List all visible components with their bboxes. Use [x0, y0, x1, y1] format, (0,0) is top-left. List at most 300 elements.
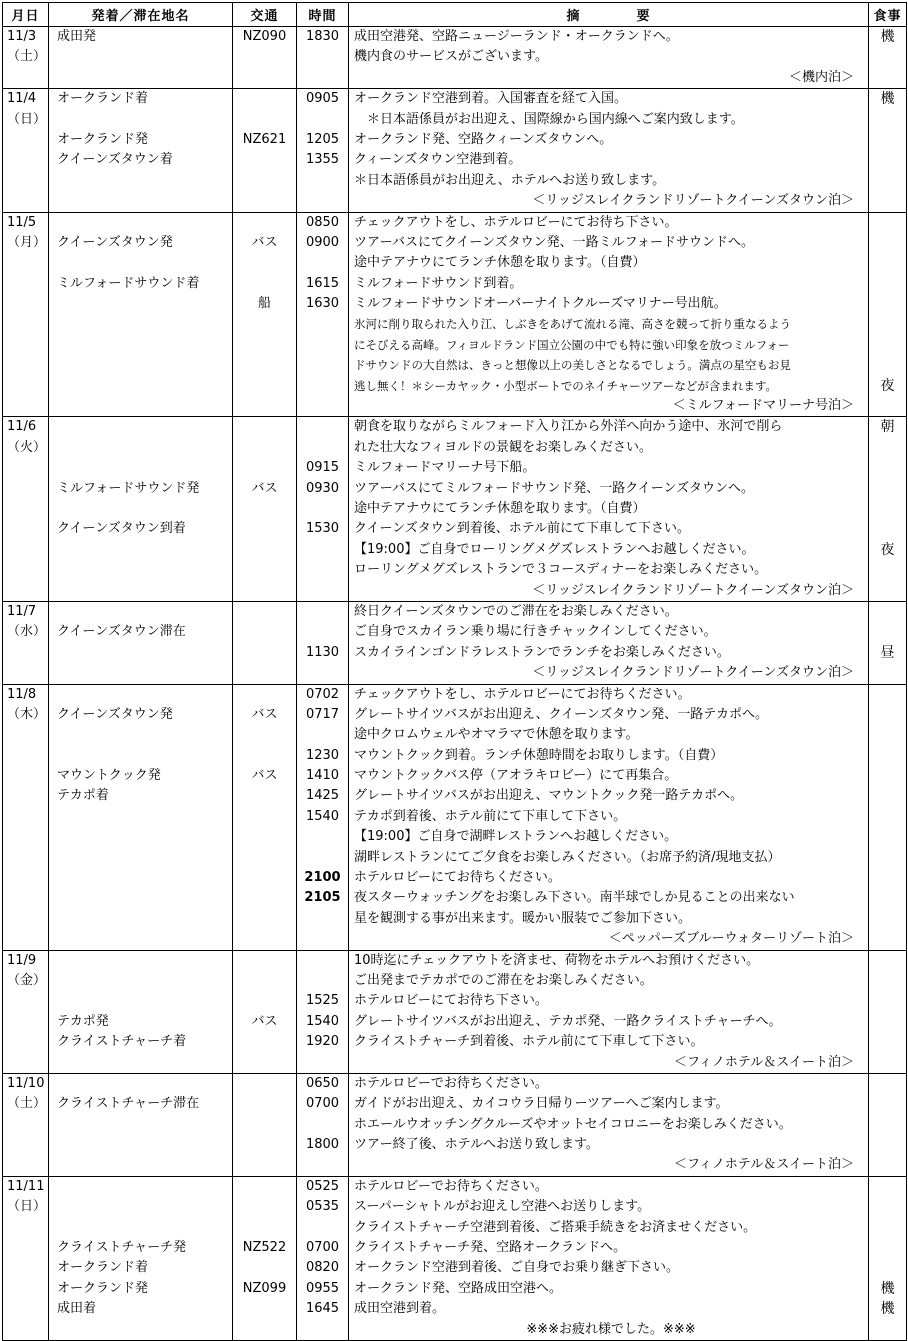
date-line: 11/8	[7, 686, 37, 702]
date-line: 11/11	[7, 1178, 45, 1194]
place-line	[49, 560, 232, 580]
meal-line	[869, 1238, 906, 1258]
meal-line	[869, 130, 906, 150]
time-line: 0700	[305, 1096, 340, 1112]
description-line: オークランド空港到着。入国審査を経て入国。	[354, 91, 628, 107]
transport-line	[233, 848, 296, 868]
date-line	[3, 519, 48, 539]
meal-line	[869, 1197, 906, 1217]
time-line: 1830	[305, 29, 340, 44]
description-line: マウントクックバス停（アオラキロビー）にて再集合。	[354, 768, 678, 784]
time-line: 0535	[305, 1199, 340, 1215]
meal-line	[869, 663, 906, 683]
meal-line: 機	[880, 29, 895, 45]
transport-line	[233, 786, 296, 806]
description-cell	[349, 601, 869, 684]
meal-line	[869, 786, 906, 806]
place-line: オークランド着	[57, 1260, 149, 1276]
transport-line	[233, 602, 296, 622]
time-line: 1525	[305, 993, 340, 1009]
place-line	[49, 725, 232, 745]
meal-cell	[869, 684, 907, 950]
place-line	[49, 951, 232, 971]
date-line: 11/4	[7, 91, 37, 107]
transport-line	[233, 396, 296, 416]
transport-line	[233, 1218, 296, 1238]
description-line: オークランド発、空路成田空港へ。	[354, 1280, 563, 1296]
meal-line	[869, 233, 906, 253]
date-line	[3, 929, 48, 949]
transport-line	[233, 253, 296, 273]
meal-line	[869, 1094, 906, 1114]
place-line	[49, 47, 232, 67]
time-cell	[297, 89, 349, 212]
place-line: オークランド発	[57, 1280, 149, 1296]
meal-line	[869, 929, 906, 949]
date-cell	[3, 89, 49, 212]
transport-line	[233, 417, 296, 437]
itinerary-body	[3, 27, 907, 1341]
transport-line	[233, 1177, 296, 1197]
description-cell	[349, 1073, 869, 1176]
date-line: （水）	[7, 624, 47, 640]
time-line: 1410	[305, 768, 340, 784]
place-line	[49, 888, 232, 908]
place-line	[49, 458, 232, 478]
description-line: ＜ミルフォードマリーナ号泊＞	[672, 398, 854, 414]
transport-line	[233, 1155, 296, 1175]
time-cell	[297, 1176, 349, 1340]
meal-cell	[869, 950, 907, 1073]
description-line: ローリングメグズレストランで３コースディナーをお楽しみください。	[354, 562, 768, 578]
place-cell	[49, 950, 233, 1073]
date-line	[3, 1012, 48, 1032]
date-line	[3, 396, 48, 416]
header-meal: 食事	[869, 3, 907, 27]
meal-line	[869, 1155, 906, 1175]
date-line	[3, 1299, 48, 1319]
description-line: 星を観測する事が出来ます。暖かい服装でご参加下さい。	[354, 910, 691, 926]
place-line	[49, 1135, 232, 1155]
meal-line	[869, 685, 906, 705]
description-line: グレートサイツバスがお出迎え、クイーンズタウン発、一路テカポへ。	[354, 706, 769, 722]
date-line: （月）	[7, 234, 47, 250]
day-row	[3, 1073, 907, 1176]
transport-line	[233, 438, 296, 458]
description-line: ツアーバスにてミルフォードサウンド発、一路クイーンズタウンへ。	[354, 480, 755, 496]
date-line	[3, 1218, 48, 1238]
time-line	[297, 971, 348, 991]
description-line: ＜リッジスレイクランドリゾートクイーンズタウン泊＞	[532, 582, 854, 598]
place-line	[49, 417, 232, 437]
meal-cell	[869, 1073, 907, 1176]
meal-line	[869, 1074, 906, 1094]
transport-line	[233, 622, 296, 642]
time-cell	[297, 417, 349, 602]
day-row	[3, 27, 907, 89]
date-line	[3, 458, 48, 478]
date-line: （木）	[7, 706, 47, 722]
date-line	[3, 807, 48, 827]
transport-line	[233, 685, 296, 705]
date-line	[3, 253, 48, 273]
time-cell	[297, 1073, 349, 1176]
date-line	[3, 786, 48, 806]
place-line	[49, 1115, 232, 1135]
transport-line	[233, 519, 296, 539]
description-line: スカイラインゴンドラレストランでランチをお楽しみください。	[354, 644, 730, 660]
transport-line: バス	[251, 1013, 278, 1029]
meal-line	[869, 1012, 906, 1032]
meal-line	[869, 909, 906, 929]
date-line	[3, 1258, 48, 1278]
description-line: ＜ペッパーズブルーウォターリゾート泊＞	[608, 931, 854, 947]
time-line	[297, 396, 348, 416]
date-line	[3, 499, 48, 519]
place-line: クイーンズタウン発	[57, 234, 173, 250]
time-line	[297, 560, 348, 580]
meal-line	[869, 110, 906, 130]
description-line: ホテルロビーにてお待ち下さい。	[354, 993, 548, 1009]
place-line	[49, 663, 232, 683]
transport-line	[233, 1299, 296, 1319]
date-cell	[3, 950, 49, 1073]
date-line: 11/9	[7, 952, 37, 968]
description-line: ＜リッジスレイクランドリゾートクイーンズタウン泊＞	[532, 193, 854, 209]
time-line: 0850	[305, 214, 340, 230]
transport-line	[233, 1135, 296, 1155]
meal-line	[869, 1320, 906, 1340]
meal-line: 機	[880, 91, 895, 108]
meal-line	[869, 294, 906, 314]
place-line	[49, 68, 232, 88]
place-line	[49, 355, 232, 375]
place-line	[49, 314, 232, 334]
description-line: 【19:00】ご自身でローリングメグズレストランへお越しください。	[354, 541, 755, 557]
transport-line	[233, 171, 296, 191]
description-line: 氷河に削り取られた入り江、しぶきをあげて流れる滝、高さを競って折り重なるよう	[354, 317, 791, 332]
time-line	[297, 1320, 348, 1340]
place-line	[49, 1177, 232, 1197]
place-line: クライストチャーチ着	[57, 1034, 187, 1050]
meal-line: 朝	[880, 419, 895, 436]
meal-line	[869, 746, 906, 766]
time-line: 1615	[305, 275, 340, 291]
place-line	[49, 909, 232, 929]
transport-cell	[233, 1176, 297, 1340]
date-line	[3, 68, 48, 88]
time-line: 0955	[305, 1280, 340, 1296]
meal-line	[869, 253, 906, 273]
date-line: （土）	[7, 1096, 47, 1112]
transport-cell	[233, 1073, 297, 1176]
date-line: 11/6	[7, 419, 37, 435]
date-line	[3, 314, 48, 334]
transport-line: バス	[251, 706, 278, 722]
time-line	[297, 622, 348, 642]
time-line	[297, 355, 348, 375]
place-line	[49, 1155, 232, 1175]
date-line	[3, 191, 48, 211]
meal-line: 機	[880, 1301, 895, 1318]
time-line	[297, 417, 348, 437]
description-line: ＜機内泊＞	[788, 69, 854, 85]
transport-line	[233, 458, 296, 478]
time-line: 1920	[305, 1034, 340, 1050]
place-line	[49, 1074, 232, 1094]
transport-line	[233, 643, 296, 663]
meal-line	[869, 848, 906, 868]
description-line: 成田空港発、空路ニュージーランド・オークランドへ。	[354, 29, 679, 44]
place-line	[49, 643, 232, 663]
date-line	[3, 1115, 48, 1135]
transport-line: 船	[257, 296, 271, 312]
time-line: 1205	[305, 131, 340, 147]
transport-cell	[233, 27, 297, 89]
description-line: にそびえる高峰。フィヨルドランド国立公園の中でも特に強い印象を放つミルフォー	[354, 337, 790, 352]
date-line: （火）	[7, 439, 47, 455]
meal-line	[869, 1135, 906, 1155]
day-row	[3, 417, 907, 602]
date-line: 11/7	[7, 603, 37, 619]
time-line	[297, 171, 348, 191]
meal-line	[869, 314, 906, 334]
date-line	[3, 1238, 48, 1258]
meal-line	[869, 1115, 906, 1135]
time-cell	[297, 27, 349, 89]
description-line: クィーンズタウン空港到着。	[354, 152, 522, 168]
place-cell	[49, 89, 233, 212]
description-line: グレートサイツバスがお出迎え、テカポ発、一路クライストチャーチへ。	[354, 1013, 782, 1029]
header-place: 発着／滞在地名	[49, 3, 233, 27]
time-line	[297, 191, 348, 211]
time-cell	[297, 950, 349, 1073]
date-line	[3, 171, 48, 191]
meal-line	[869, 150, 906, 170]
place-cell	[49, 1176, 233, 1340]
description-line: 朝食を取りながらミルフォード入り江から外洋へ向かう途中、氷河で削ら	[354, 419, 783, 435]
meal-line	[869, 396, 906, 416]
description-cell	[349, 89, 869, 212]
time-line	[297, 1115, 348, 1135]
place-line	[49, 1218, 232, 1238]
transport-line	[233, 213, 296, 233]
date-line: （金）	[7, 972, 47, 988]
time-line	[297, 1053, 348, 1073]
meal-line	[869, 766, 906, 786]
transport-line	[233, 314, 296, 334]
date-line	[3, 274, 48, 294]
description-line: グレートサイツバスがお出迎え、マウントクック発一路テカポへ。	[354, 788, 744, 804]
meal-line	[869, 951, 906, 971]
time-line: 0700	[305, 1240, 340, 1256]
time-line	[297, 663, 348, 683]
meal-line	[869, 479, 906, 499]
date-line	[3, 868, 48, 888]
place-line: クライストチャーチ発	[57, 1240, 187, 1256]
description-line: ホテルロビーでお待ちください。	[354, 1075, 548, 1091]
time-line: 1530	[305, 521, 340, 537]
transport-line	[233, 1258, 296, 1278]
meal-line	[869, 991, 906, 1011]
place-cell	[49, 1073, 233, 1176]
place-line	[49, 1197, 232, 1217]
meal-cell	[869, 89, 907, 212]
description-line: ＊日本語係員がお出迎え、ホテルへお送り致します。	[354, 172, 666, 188]
time-line	[297, 110, 348, 130]
time-line: 1230	[305, 747, 340, 763]
place-line: オークランド着	[57, 91, 149, 107]
place-line	[49, 971, 232, 991]
place-line	[49, 213, 232, 233]
description-line: クライストチャーチ到着後、ホテル前にて下車して下さい。	[354, 1034, 704, 1050]
place-line	[49, 1320, 232, 1340]
header-transport: 交通	[233, 3, 297, 27]
time-line	[297, 253, 348, 273]
description-line: 【19:00】ご自身で湖畔レストランへお越しください。	[354, 829, 678, 845]
place-line: クイーンズタウン着	[57, 152, 173, 168]
description-line: 湖畔レストランにてご夕食をお楽しみください。（お席予約済/現地支払）	[354, 849, 781, 865]
description-line: ツアー終了後、ホテルへお送り致します。	[354, 1137, 599, 1153]
date-cell	[3, 601, 49, 684]
meal-line	[869, 1218, 906, 1238]
date-cell	[3, 212, 49, 417]
date-line	[3, 479, 48, 499]
description-line: ホテルロビーでお待ちください。	[354, 1178, 548, 1194]
itinerary-table	[2, 2, 907, 1341]
day-row	[3, 684, 907, 950]
time-line	[297, 47, 348, 67]
description-line: ※※※お疲れ様でした。※※※	[526, 1321, 696, 1337]
time-line: 2105	[304, 890, 341, 906]
description-line: ご出発までテカポでのご滞在をお楽しみください。	[354, 972, 653, 988]
place-line: クイーンズタウン滞在	[57, 624, 186, 640]
description-line: 夜スターウォッチングをお楽しみ下さい。南半球でしか見ることの出来ない	[354, 890, 795, 906]
time-line	[297, 499, 348, 519]
transport-line	[233, 1074, 296, 1094]
date-line: （土）	[7, 49, 47, 65]
meal-line	[869, 1258, 906, 1278]
date-line	[3, 130, 48, 150]
place-line: テカポ発	[57, 1013, 109, 1029]
date-line	[3, 294, 48, 314]
time-line	[297, 725, 348, 745]
place-line	[49, 376, 232, 396]
date-line	[3, 540, 48, 560]
meal-line	[869, 191, 906, 211]
itinerary-sheet	[0, 2, 908, 1337]
description-line: ご自身でスカイラン乗り場に行きチャックインしてください。	[354, 624, 717, 640]
time-line	[297, 909, 348, 929]
transport-line	[233, 376, 296, 396]
place-line	[49, 929, 232, 949]
meal-cell	[869, 417, 907, 602]
transport-line	[233, 951, 296, 971]
description-line: マウントクック到着。ランチ休憩時間をお取りします。（自費）	[354, 747, 724, 763]
time-line: 0915	[305, 460, 340, 476]
time-line	[297, 376, 348, 396]
time-line: 1630	[305, 296, 340, 312]
transport-line	[233, 110, 296, 130]
transport-line: NZ099	[242, 1280, 287, 1296]
place-cell	[49, 601, 233, 684]
description-line: 途中テアナウにてランチ休憩を取ります。（自費）	[354, 500, 646, 516]
meal-line	[869, 274, 906, 294]
description-line: ＜リッジスレイクランドリゾートクイーンズタウン泊＞	[532, 665, 854, 681]
day-row	[3, 212, 907, 417]
transport-line	[233, 746, 296, 766]
place-line	[49, 540, 232, 560]
place-line	[49, 868, 232, 888]
date-line: （日）	[7, 111, 47, 127]
description-line: ＜フィノホテル＆スイート泊＞	[673, 1054, 854, 1070]
transport-line	[233, 888, 296, 908]
place-line: クイーンズタウン到着	[57, 521, 186, 537]
date-cell	[3, 417, 49, 602]
place-line: ミルフォードサウンド着	[57, 275, 200, 291]
time-line: 0650	[305, 1075, 340, 1091]
description-line: ミルフォードサウンド到着。	[354, 275, 523, 291]
description-line: 途中クロムウェルやオマラマで休憩を取ります。	[354, 727, 639, 743]
meal-line	[869, 68, 906, 88]
date-line	[3, 581, 48, 601]
description-line: ツアーバスにてクイーンズタウン発、一路ミルフォードサウンドへ。	[354, 234, 755, 250]
place-line: 成田着	[57, 1301, 97, 1317]
place-line	[49, 848, 232, 868]
date-line	[3, 766, 48, 786]
description-line: れた壮大なフィヨルドの景観をお楽しみください。	[354, 439, 652, 455]
place-line: クイーンズタウン発	[57, 706, 173, 722]
meal-line	[869, 458, 906, 478]
time-line: 1130	[305, 644, 340, 660]
description-cell	[349, 417, 869, 602]
date-line	[3, 355, 48, 375]
place-line	[49, 685, 232, 705]
place-line	[49, 827, 232, 847]
place-cell	[49, 684, 233, 950]
description-line: 終日クイーンズタウンでのご滞在をお楽しみください。	[354, 603, 678, 619]
meal-line	[869, 1053, 906, 1073]
transport-line: バス	[251, 234, 278, 250]
place-line	[49, 171, 232, 191]
meal-line: 夜	[880, 541, 895, 558]
description-line: ミルフォードサウンドオーバーナイトクルーズマリナー号出航。	[354, 296, 727, 312]
description-line: クライストチャーチ発、空路オークランドへ。	[354, 1240, 627, 1256]
transport-line	[233, 663, 296, 683]
description-line: ミルフォードマリーナ号下船。	[354, 460, 536, 476]
date-line	[3, 335, 48, 355]
meal-line	[869, 725, 906, 745]
date-line	[3, 848, 48, 868]
transport-cell	[233, 417, 297, 602]
transport-line	[233, 991, 296, 1011]
meal-line: 夜	[880, 377, 895, 394]
meal-line	[869, 971, 906, 991]
meal-line	[869, 807, 906, 827]
transport-line	[233, 355, 296, 375]
transport-line	[233, 725, 296, 745]
transport-line	[233, 499, 296, 519]
date-line: 11/3	[7, 29, 37, 44]
description-cell	[349, 212, 869, 417]
meal-line	[869, 47, 906, 67]
place-line: ミルフォードサウンド発	[57, 480, 200, 496]
date-line	[3, 1032, 48, 1052]
transport-line	[233, 971, 296, 991]
date-line	[3, 725, 48, 745]
date-cell	[3, 1073, 49, 1176]
time-line	[297, 929, 348, 949]
